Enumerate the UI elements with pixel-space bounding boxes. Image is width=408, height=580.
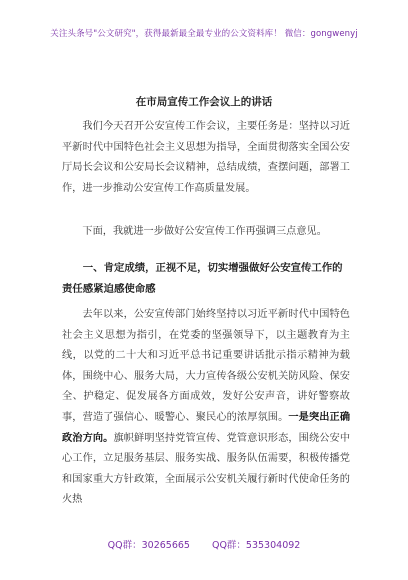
paragraph-section-1-text-b: 旗帜鲜明坚持党管宣传、党管意识形态，围绕公安中心工作，立足服务基层、服务实战、服务队伍需要，积极传播党和国家重大方针政策，全面展示公安机关履行新时代使命任务的火热 — [62, 432, 351, 506]
paragraph-transition: 下面，我就进一步做好公安宣传工作再强调三点意见。 — [82, 226, 327, 237]
paragraph-section-1 — [62, 305, 350, 511]
section-heading-1: 一、肯定成绩，正视不足，切实增强做好公安宣传工作的责任感紧迫感使命感 — [62, 262, 343, 295]
footer-contact — [0, 537, 408, 551]
footer-qq-group-2: QQ群：535304092 — [211, 540, 301, 551]
paragraph-section-1-emphasis: 一是突出正确政治方向。 — [62, 411, 351, 444]
paragraph-section-1-text-a: 去年以来，公安宣传部门始终坚持以习近平新时代中国特色社会主义思想为指引，在党委的坚强领导下，以主题教育为主线，以党的二十大和习近平总书记重要讲话批示指示精神为载体，围绕中心、服务大局，大力宣传各级公安机关防风险、保安全、护稳定、促发展各方面成效，发好公安声音，讲好警察故事，营造了强信心、暖警心、聚民心的浓厚氛围。 — [62, 309, 350, 423]
header-banner: 关注头条号"公文研究"，获得最新最全最专业的公文资料库！ 微信：gongwenyj — [50, 29, 358, 39]
document-title: 在市局宣传工作会议上的讲话 — [135, 96, 273, 108]
footer-qq-group-1: QQ群：30265665 — [107, 540, 190, 551]
paragraph-intro: 我们今天召开公安宣传工作会议，主要任务是：坚持以习近平新时代中国特色社会主义思想为指导，全面贯彻落实全国公安厅局长会议和公安局长会议精神，总结成绩，查摆问题，部署工作，进一步推动公安宣传工作高质量发展。 — [62, 121, 350, 194]
